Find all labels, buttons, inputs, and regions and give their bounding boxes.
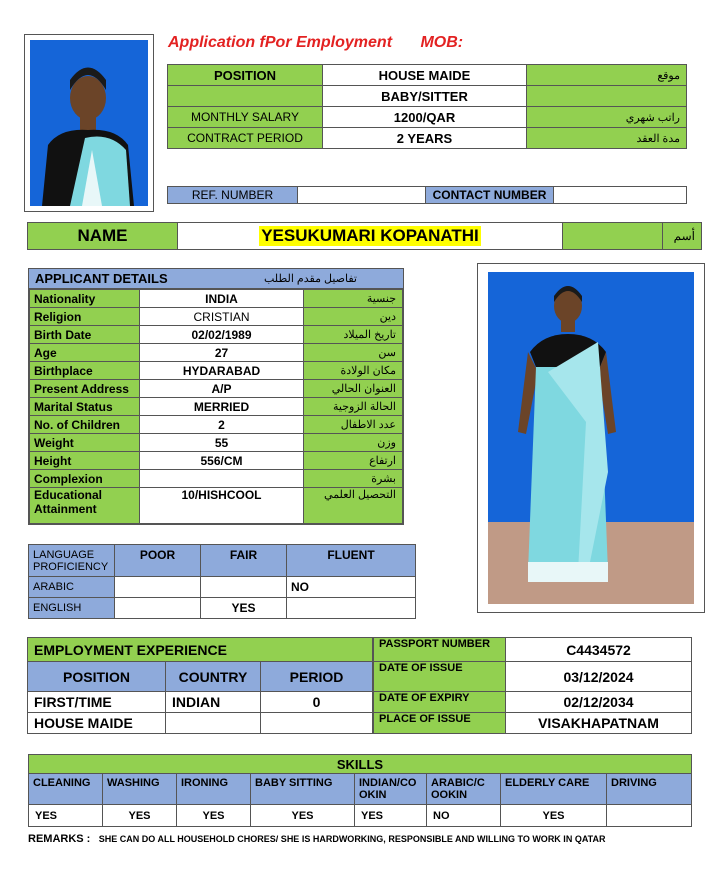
- applicant-field-label: Age: [34, 345, 57, 360]
- emp-position-1: FIRST/TIME: [34, 694, 112, 710]
- issue-date-label: DATE OF ISSUE: [379, 662, 463, 674]
- skill-value: YES: [177, 805, 251, 827]
- emp-country-1: INDIAN: [172, 694, 221, 710]
- skill-value: YES: [251, 805, 355, 827]
- contact-label: CONTACT NUMBER: [432, 188, 547, 202]
- ref-label: REF. NUMBER: [191, 188, 274, 202]
- applicant-field-label: Marital Status: [34, 399, 113, 414]
- applicant-field-arabic: العنوان الحالي: [331, 383, 396, 395]
- skill-value: YES: [355, 805, 427, 827]
- applicant-field-label: Birth Date: [34, 327, 92, 342]
- passport-number-value: C4434572: [566, 641, 631, 658]
- english-label: ENGLISH: [33, 602, 82, 614]
- applicant-field-value: CRISTIAN: [193, 309, 250, 324]
- skill-name: ARABIC/C OOKIN: [427, 774, 501, 805]
- contract-label: CONTRACT PERIOD: [187, 131, 303, 145]
- skill-name: BABY SITTING: [251, 774, 355, 805]
- skill-name: WASHING: [103, 774, 177, 805]
- expiry-date-label: DATE OF EXPIRY: [379, 692, 470, 704]
- applicant-field-label: Complexion: [34, 471, 103, 486]
- remarks-label: REMARKS :: [28, 833, 91, 845]
- applicant-field-label: Height: [34, 453, 72, 468]
- applicant-field-value: 10/HISHCOOL: [181, 488, 262, 502]
- skills-title: SKILLS: [336, 756, 384, 772]
- place-of-issue-label: PLACE OF ISSUE: [379, 713, 471, 725]
- skill-name: CLEANING: [29, 774, 103, 805]
- applicant-row: [30, 290, 403, 308]
- applicant-field-value: 55: [214, 435, 229, 450]
- salary-label: MONTHLY SALARY: [190, 110, 300, 124]
- applicant-field-arabic: جنسية: [366, 293, 396, 305]
- employment-table: [27, 637, 373, 734]
- contract-arabic: مدة العقد: [636, 132, 680, 145]
- applicant-field-arabic: مكان الولادة: [340, 365, 396, 377]
- applicant-field-value: A/P: [211, 381, 232, 396]
- poor-header: POOR: [139, 548, 176, 562]
- issue-date-value: 03/12/2024: [563, 668, 634, 685]
- applicant-row: [30, 326, 403, 344]
- name-bar: [27, 222, 702, 250]
- remarks: [28, 829, 708, 847]
- ref-contact-table: [167, 186, 687, 204]
- applicant-field-value: 2: [218, 417, 225, 432]
- salary-arabic: راتب شهري: [625, 111, 680, 124]
- applicant-field-value: MERRIED: [193, 399, 250, 414]
- applicant-table: [29, 289, 403, 524]
- skill-value: [607, 805, 692, 827]
- emp-period-header: PERIOD: [289, 668, 344, 685]
- emp-country-header: COUNTRY: [178, 668, 248, 685]
- applicant-title: APPLICANT DETAILS: [35, 271, 168, 286]
- applicant-field-label: Religion: [34, 309, 82, 324]
- applicant-details: [28, 268, 404, 525]
- applicant-row: [30, 470, 403, 488]
- employment-title: EMPLOYMENT EXPERIENCE: [34, 641, 227, 658]
- applicant-row: [30, 344, 403, 362]
- name-arabic: أسم: [663, 223, 701, 249]
- skill-value: NO: [427, 805, 501, 827]
- position-arabic: موقع: [657, 69, 680, 82]
- emp-position-header: POSITION: [63, 668, 130, 685]
- applicant-field-value: 556/CM: [200, 453, 243, 468]
- applicant-row: [30, 416, 403, 434]
- applicant-row: [30, 434, 403, 452]
- applicant-row: [30, 308, 403, 326]
- salary-value: 1200/QAR: [393, 109, 456, 125]
- passport-table: [373, 637, 692, 734]
- applicant-field-arabic: عدد الاطفال: [340, 419, 396, 431]
- applicant-row: [30, 488, 403, 524]
- english-fair: YES: [231, 601, 256, 615]
- applicant-field-label: No. of Children: [34, 417, 120, 432]
- skill-value: YES: [501, 805, 607, 827]
- place-of-issue-value: VISAKHAPATNAM: [538, 715, 659, 731]
- expiry-date-value: 02/12/2034: [563, 694, 634, 710]
- fair-header: FAIR: [229, 548, 258, 562]
- applicant-row: [30, 380, 403, 398]
- applicant-row: [30, 452, 403, 470]
- applicant-field-value: HYDARABAD: [182, 363, 261, 378]
- applicant-row: [30, 362, 403, 380]
- applicant-row: [30, 398, 403, 416]
- applicant-field-arabic: بشرة: [371, 473, 396, 485]
- arabic-label: ARABIC: [33, 581, 74, 593]
- position-value: HOUSE MAIDE: [378, 67, 471, 83]
- language-header: LANGUAGE PROFICIENCY: [33, 548, 109, 573]
- applicant-field-value: 27: [214, 345, 229, 360]
- applicant-field-arabic: دين: [379, 311, 396, 323]
- name-value: YESUKUMARI KOPANATHI: [261, 226, 479, 245]
- contract-value: 2 YEARS: [396, 130, 453, 146]
- application-title: [168, 34, 463, 52]
- applicant-photo-small: [30, 40, 148, 206]
- applicant-field-label: Present Address: [34, 381, 129, 396]
- applicant-field-arabic: الحالة الزوجية: [333, 401, 396, 413]
- emp-position-2: HOUSE MAIDE: [34, 715, 133, 731]
- applicant-field-label: Nationality: [34, 291, 96, 306]
- passport-number-label: PASSPORT NUMBER: [379, 638, 491, 650]
- position-table: [167, 64, 687, 149]
- emp-period-1: 0: [312, 694, 321, 710]
- applicant-field-arabic: سن: [378, 347, 396, 359]
- name-label: NAME: [28, 223, 178, 249]
- applicant-field-value: INDIA: [205, 291, 238, 306]
- applicant-field-label: Educational Attainment: [34, 488, 103, 516]
- remarks-text: SHE CAN DO ALL HOUSEHOLD CHORES/ SHE IS HARDWORKING, RESPONSIBLE AND WILLING TO WORK IN QATAR: [98, 834, 606, 844]
- language-table: [28, 544, 416, 619]
- position-value-2: BABY/SITTER: [381, 88, 468, 104]
- applicant-photo-large-frame: [477, 263, 705, 613]
- mob-label: MOB:: [420, 34, 464, 51]
- applicant-field-arabic: ارتفاع: [369, 455, 396, 467]
- skill-name: DRIVING: [607, 774, 692, 805]
- skills-table: [28, 754, 692, 827]
- fluent-header: FLUENT: [327, 548, 375, 562]
- skill-name: ELDERLY CARE: [501, 774, 607, 805]
- applicant-field-label: Birthplace: [34, 363, 93, 378]
- applicant-field-arabic: تاريخ الميلاد: [343, 329, 396, 341]
- applicant-field-arabic: وزن: [377, 437, 396, 449]
- applicant-photo-small-frame: [24, 34, 154, 212]
- applicant-field-arabic: التحصيل العلمي: [324, 489, 396, 501]
- applicant-field-label: Weight: [34, 435, 74, 450]
- skill-value: YES: [29, 805, 103, 827]
- skill-name: INDIAN/CO OKIN: [355, 774, 427, 805]
- skill-value: YES: [103, 805, 177, 827]
- applicant-field-value: 02/02/1989: [191, 327, 252, 342]
- applicant-title-arabic: تفاصيل مقدم الطلب: [264, 273, 357, 285]
- skill-name: IRONING: [177, 774, 251, 805]
- title-text: Application fPor Employment: [168, 34, 393, 51]
- position-label: POSITION: [213, 67, 277, 83]
- applicant-photo-large: [488, 272, 694, 604]
- arabic-fluent: NO: [291, 580, 309, 594]
